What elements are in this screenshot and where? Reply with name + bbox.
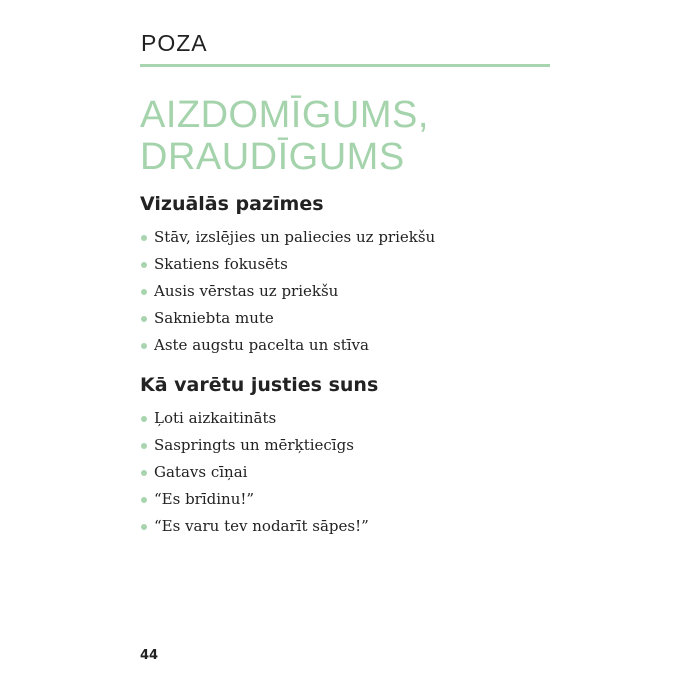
list-item (140, 486, 369, 513)
dog-feelings-list (140, 405, 369, 540)
list-item (140, 305, 435, 332)
section-label: POZA (141, 30, 208, 56)
bullet-icon (141, 524, 147, 530)
section-heading-dog-feelings: Kā varētu justies suns (140, 374, 379, 396)
bullet-icon (141, 289, 147, 295)
bullet-icon (141, 235, 147, 241)
list-item (140, 459, 369, 486)
list-item-text: Stāv, izslējies un paliecies uz priekšu (154, 228, 436, 246)
section-heading-visual-signs: Vizuālās pazīmes (140, 193, 324, 215)
page-title-line-2: DRAUDĪGUMS (140, 136, 405, 178)
list-item (140, 432, 369, 459)
bullet-icon (141, 443, 147, 449)
list-item-text: Sakniebta mute (154, 309, 274, 327)
list-item-text: “Es varu tev nodarīt sāpes!” (154, 517, 369, 535)
list-item-text: Aste augstu pacelta un stīva (154, 336, 369, 354)
list-item (140, 224, 435, 251)
bullet-icon (141, 343, 147, 349)
page-title-line-1: AIZDOMĪGUMS, (140, 94, 429, 136)
header-divider (140, 64, 550, 67)
list-item (140, 278, 435, 305)
list-item-text: Saspringts un mērķtiecīgs (154, 436, 354, 454)
bullet-icon (141, 497, 147, 503)
list-item (140, 405, 369, 432)
bullet-icon (141, 262, 147, 268)
list-item-text: Ausis vērstas uz priekšu (154, 282, 339, 300)
list-item (140, 513, 369, 540)
list-item-text: “Es brīdinu!” (154, 490, 255, 508)
bullet-icon (141, 470, 147, 476)
page-title (140, 94, 560, 178)
list-item-text: Skatiens fokusēts (154, 255, 288, 273)
bullet-icon (141, 316, 147, 322)
page-number: 44 (140, 648, 159, 663)
bullet-icon (141, 416, 147, 422)
list-item (140, 251, 435, 278)
list-item-text: Ļoti aizkaitināts (154, 409, 277, 427)
list-item-text: Gatavs cīņai (154, 463, 248, 481)
list-item (140, 332, 435, 359)
visual-signs-list (140, 224, 435, 359)
